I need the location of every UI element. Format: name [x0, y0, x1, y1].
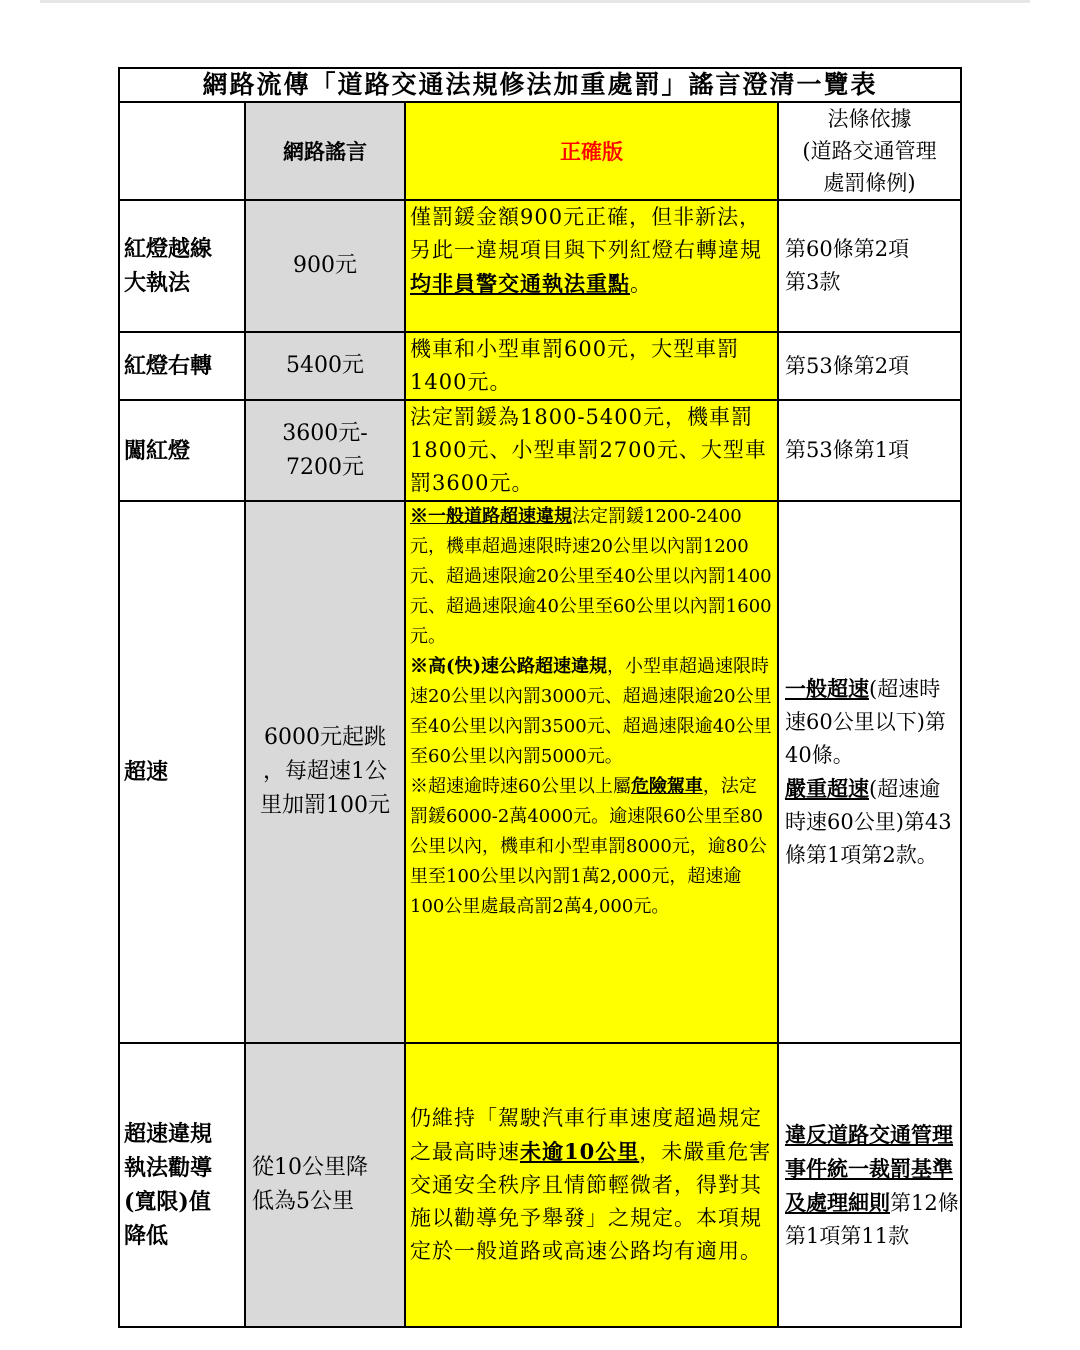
category-line: 紅燈越線 — [124, 236, 213, 262]
rumor-line: 900元 — [293, 253, 357, 278]
law-cell — [778, 1043, 961, 1327]
correct-text: 仍維持「駕駛汽車行車速度超過規定之最高時速 — [410, 1106, 762, 1164]
table-row — [119, 501, 961, 1043]
law-cell — [778, 400, 961, 501]
rumor-line: 7200元 — [286, 454, 364, 480]
correct-text: ，小型車超過速限時速20公里以內罰3000元、超過速限逾20公里至40公里以內罰3500元、超過速限逾40公里至60公里以內罰5000元。 — [410, 656, 772, 767]
title-row — [119, 68, 961, 102]
header-empty-cell — [119, 102, 245, 200]
law-emphasis: 違反道路交通管理事件統一裁罰基準及處理細則 — [785, 1121, 953, 1215]
correct-text: 法定罰鍰1200-2400元，機車超過速限時速20公里以內罰1200元、超過速限逾20公里至40公里以內罰1400元、超過速限逾40公里至60公里以內罰1600元。 — [410, 506, 772, 647]
category-line: 執法勸導 — [124, 1155, 213, 1181]
category-cell — [119, 200, 245, 332]
category-line: 超速違規 — [124, 1121, 213, 1147]
category-cell — [119, 501, 245, 1043]
law-line: 第3款 — [785, 270, 841, 294]
law-cell — [778, 332, 961, 400]
category-line: 超速 — [124, 759, 169, 785]
law-line: 第60條第2項 — [785, 237, 910, 261]
table-row — [119, 332, 961, 400]
correct-text: 僅罰鍰金額900元正確，但非新法，另此一違規項目與下列紅燈右轉違規 — [410, 205, 762, 262]
header-correct: 正確版 — [405, 102, 778, 200]
law-text: (超速時速60公里以下)第40條。 — [785, 677, 946, 767]
correct-emphasis: ※高(快)速公路超速違規 — [410, 656, 608, 677]
category-cell — [119, 400, 245, 501]
correct-cell — [405, 200, 778, 332]
law-line: 第53條第2項 — [785, 353, 910, 378]
law-line: 第53條第1項 — [785, 438, 910, 462]
law-emphasis: 一般超速 — [785, 676, 869, 701]
category-line: 大執法 — [124, 270, 191, 296]
header-law — [778, 102, 961, 200]
rumor-line: 6000元起跳 — [264, 725, 386, 750]
rumor-cell — [245, 1043, 405, 1327]
law-cell — [778, 501, 961, 1043]
rumor-cell — [245, 332, 405, 400]
rumor-line: 5400元 — [286, 353, 364, 378]
correct-emphasis: 危險駕車 — [630, 776, 703, 797]
correct-cell — [405, 501, 778, 1043]
rumor-cell — [245, 400, 405, 501]
table-title: 網路流傳「道路交通法規修法加重處罰」謠言澄清一覽表 — [119, 68, 961, 102]
table-row — [119, 400, 961, 501]
correct-text: ，未嚴重危害交通安全秩序且情節輕微者，得對其施以勸導免予舉發」之規定。本項規定於一般道路或高速公路均有適用。 — [410, 1140, 772, 1263]
rumor-line: ，每超速1公 — [263, 759, 387, 784]
correct-emphasis: 未逾10公里 — [520, 1139, 640, 1164]
rumor-cell — [245, 200, 405, 332]
top-divider — [40, 0, 1030, 3]
law-text: 第12條第1項第11款 — [785, 1190, 959, 1248]
correct-text: 。 — [630, 272, 652, 296]
category-line: (寬限)值 — [124, 1189, 211, 1215]
rumor-line: 3600元- — [282, 420, 368, 446]
table-row — [119, 1043, 961, 1327]
header-row — [119, 102, 961, 200]
header-rumor: 網路謠言 — [245, 102, 405, 200]
category-cell — [119, 332, 245, 400]
speeding-dangerous-paragraph — [410, 772, 773, 922]
table-row — [119, 200, 961, 332]
correct-emphasis: 均非員警交通執法重點 — [410, 271, 630, 296]
header-law-line: 法條依據 — [827, 107, 912, 131]
law-emphasis: 嚴重超速 — [785, 776, 869, 801]
rumor-line: 里加罰100元 — [260, 793, 390, 818]
rumor-clarification-table — [118, 67, 962, 1328]
law-cell — [778, 200, 961, 332]
category-line: 闖紅燈 — [124, 437, 191, 464]
header-law-line: 處罰條例) — [823, 171, 916, 195]
speeding-general-paragraph — [410, 502, 773, 652]
category-cell — [119, 1043, 245, 1327]
category-line: 降低 — [124, 1223, 169, 1249]
speeding-highway-paragraph — [410, 652, 773, 772]
correct-cell — [405, 1043, 778, 1327]
rumor-cell — [245, 501, 405, 1043]
header-law-line: (道路交通管理 — [802, 139, 937, 163]
correct-emphasis: ※一般道路超速違規 — [410, 506, 572, 527]
category-line: 紅燈右轉 — [124, 353, 213, 379]
correct-cell: 法定罰鍰為1800-5400元，機車罰1800元、小型車罰2700元、大型車罰3600元。 — [405, 400, 778, 501]
correct-text: ，法定罰鍰6000-2萬4000元。逾速限60公里至80公里以內，機車和小型車罰8000元，逾80公里至100公里以內罰1萬2,000元，超速逾100公里處最高罰2萬4,000元。 — [410, 776, 767, 917]
correct-cell: 機車和小型車罰600元，大型車罰1400元。 — [405, 332, 778, 400]
correct-text: ※超速逾時速60公里以上屬 — [410, 776, 631, 797]
rumor-line: 低為5公里 — [252, 1189, 354, 1214]
rumor-line: 從10公里降 — [252, 1155, 368, 1180]
law-text: (超速逾時速60公里)第43條第1項第2款。 — [785, 777, 952, 867]
